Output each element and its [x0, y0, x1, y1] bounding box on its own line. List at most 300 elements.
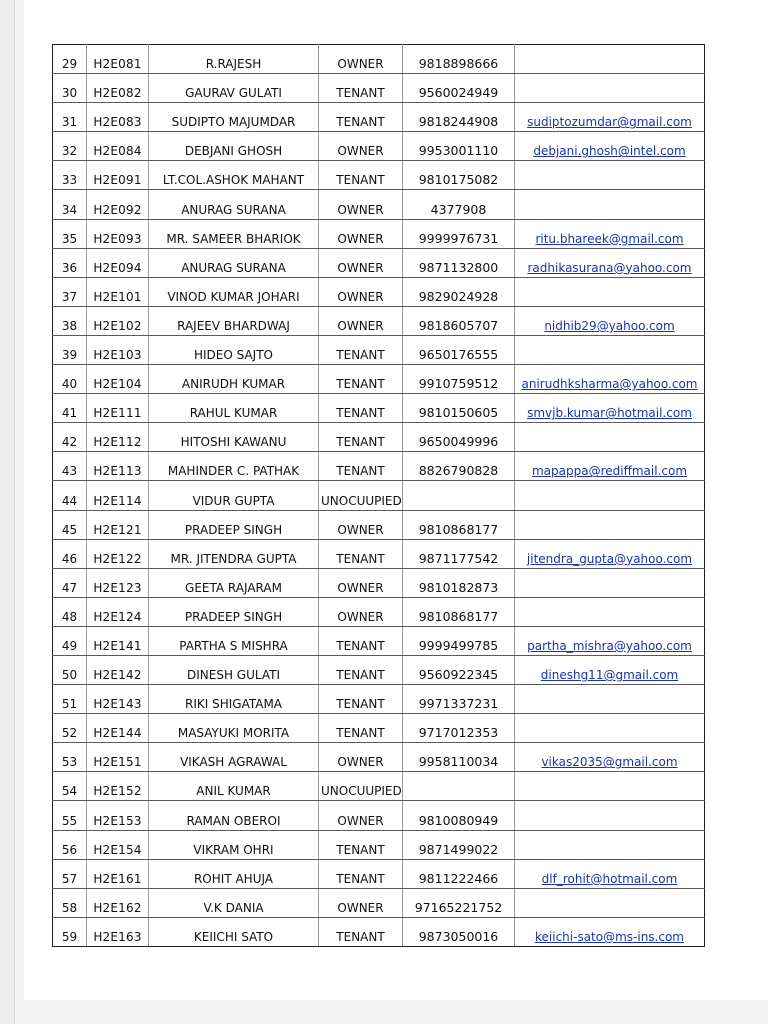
phone-text: 9871132800 [418, 259, 499, 275]
email-link[interactable]: sudiptozumdar@gmail.com [527, 115, 692, 130]
resident-name-text: KEIICHI SATO [193, 929, 274, 944]
email-cell [515, 277, 705, 306]
table-row [53, 859, 705, 888]
resident-name-cell [149, 859, 319, 888]
phone-text: 9871177542 [418, 550, 499, 566]
occupancy-type-cell [319, 190, 403, 219]
phone-text: 9810182873 [418, 579, 499, 595]
unit-cell [87, 335, 149, 364]
phone-cell [403, 74, 515, 103]
row-number-cell [53, 423, 87, 452]
row-number-text: 52 [61, 726, 78, 741]
row-number-text: 59 [61, 929, 78, 944]
phone-text: 9560922345 [418, 667, 499, 683]
email-link[interactable]: radhikasurana@yahoo.com [527, 260, 692, 275]
email-link[interactable]: partha_mishra@yahoo.com [527, 638, 692, 653]
row-number-text: 39 [61, 348, 78, 363]
table-row [53, 132, 705, 161]
unit-cell [87, 655, 149, 684]
row-number-cell [53, 626, 87, 655]
resident-name-cell [149, 539, 319, 568]
row-number-text: 57 [61, 871, 78, 886]
unit-cell [87, 132, 149, 161]
email-link[interactable]: vikas2035@gmail.com [541, 755, 678, 770]
row-number-text: 41 [61, 406, 78, 421]
resident-name-text: ROHIT AHUJA [193, 871, 274, 886]
phone-cell [403, 394, 515, 423]
row-number-cell [53, 161, 87, 190]
unit-text: H2E152 [93, 784, 142, 799]
unit-cell [87, 306, 149, 335]
table-row [53, 452, 705, 481]
resident-name-cell [149, 568, 319, 597]
row-number-cell [53, 743, 87, 772]
unit-cell [87, 917, 149, 946]
resident-name-cell [149, 103, 319, 132]
row-number-text: 50 [61, 668, 78, 683]
phone-cell [403, 132, 515, 161]
email-cell [515, 568, 705, 597]
row-number-text: 46 [61, 551, 78, 566]
table-row [53, 423, 705, 452]
email-cell [515, 481, 705, 510]
phone-cell [403, 714, 515, 743]
unit-text: H2E082 [93, 86, 142, 101]
occupancy-type-cell [319, 917, 403, 946]
phone-cell [403, 335, 515, 364]
table-row [53, 568, 705, 597]
row-number-cell [53, 452, 87, 481]
phone-text: 9971337231 [418, 696, 499, 712]
phone-text: 9871499022 [418, 841, 499, 857]
occupancy-type-text: TENANT [336, 551, 385, 566]
resident-name-text: ANIL KUMAR [196, 784, 271, 799]
row-number-text: 54 [61, 784, 78, 799]
phone-cell [403, 743, 515, 772]
occupancy-type-text: OWNER [337, 57, 384, 72]
occupancy-type-text: TENANT [336, 86, 385, 101]
row-number-cell [53, 277, 87, 306]
email-cell [515, 219, 705, 248]
unit-text: H2E084 [93, 144, 142, 159]
occupancy-type-cell [319, 365, 403, 394]
occupancy-type-text: OWNER [337, 609, 384, 624]
occupancy-type-cell [319, 655, 403, 684]
resident-name-cell [149, 248, 319, 277]
phone-cell [403, 510, 515, 539]
resident-name-text: MAHINDER C. PATHAK [167, 464, 300, 479]
row-number-cell [53, 365, 87, 394]
phone-cell [403, 452, 515, 481]
resident-name-text: VINOD KUMAR JOHARI [167, 289, 300, 304]
occupancy-type-cell [319, 539, 403, 568]
row-number-cell [53, 859, 87, 888]
row-number-cell [53, 481, 87, 510]
email-cell [515, 306, 705, 335]
table-row [53, 335, 705, 364]
unit-text: H2E112 [93, 435, 142, 450]
unit-cell [87, 423, 149, 452]
unit-cell [87, 626, 149, 655]
phone-text: 9811222466 [418, 870, 499, 886]
unit-text: H2E123 [93, 580, 142, 595]
unit-cell [87, 539, 149, 568]
row-number-text: 53 [61, 755, 78, 770]
occupancy-type-text: TENANT [336, 173, 385, 188]
unit-cell [87, 888, 149, 917]
phone-cell [403, 626, 515, 655]
email-cell [515, 132, 705, 161]
occupancy-type-text: TENANT [336, 929, 385, 944]
table-row [53, 510, 705, 539]
email-cell [515, 335, 705, 364]
occupancy-type-text: UNOCUUPIED [321, 784, 402, 799]
table-row [53, 801, 705, 830]
email-link[interactable]: mapappa@rediffmail.com [531, 464, 688, 479]
phone-cell [403, 219, 515, 248]
phone-cell [403, 917, 515, 946]
unit-text: H2E121 [93, 522, 142, 537]
resident-name-text: MR. SAMEER BHARIOK [166, 231, 301, 246]
occupancy-type-text: OWNER [337, 522, 384, 537]
occupancy-type-cell [319, 306, 403, 335]
occupancy-type-text: OWNER [337, 202, 384, 217]
phone-cell [403, 568, 515, 597]
unit-cell [87, 248, 149, 277]
occupancy-type-cell [319, 103, 403, 132]
phone-cell [403, 481, 515, 510]
resident-name-text: PARTHA S MISHRA [179, 638, 288, 653]
row-number-text: 37 [61, 289, 78, 304]
unit-text: H2E142 [93, 668, 142, 683]
phone-text: 9910759512 [418, 376, 499, 392]
row-number-text: 44 [61, 493, 78, 508]
unit-text: H2E151 [93, 755, 142, 770]
resident-name-cell [149, 394, 319, 423]
resident-name-text: DEBJANI GHOSH [184, 144, 283, 159]
row-number-cell [53, 132, 87, 161]
row-number-text: 58 [61, 900, 78, 915]
document-page [24, 0, 768, 1000]
resident-name-cell [149, 45, 319, 74]
row-number-text: 43 [61, 464, 78, 479]
occupancy-type-cell [319, 743, 403, 772]
email-link[interactable]: dineshg11@gmail.com [540, 668, 679, 683]
occupancy-type-cell [319, 714, 403, 743]
email-cell [515, 452, 705, 481]
email-link[interactable]: anirudhksharma@yahoo.com [521, 377, 698, 392]
resident-name-text: VIKRAM OHRI [193, 842, 274, 857]
phone-text: 8826790828 [418, 463, 499, 479]
email-link[interactable]: ritu.bhareek@gmail.com [535, 231, 684, 246]
row-number-cell [53, 219, 87, 248]
table-row [53, 597, 705, 626]
resident-name-text: RAJEEV BHARDWAJ [177, 318, 290, 333]
resident-name-text: PRADEEP SINGH [184, 609, 283, 624]
email-link[interactable]: nidhib29@yahoo.com [544, 318, 675, 333]
row-number-cell [53, 597, 87, 626]
occupancy-type-cell [319, 277, 403, 306]
occupancy-type-cell [319, 801, 403, 830]
resident-name-text: ANIRUDH KUMAR [181, 377, 286, 392]
resident-name-cell [149, 772, 319, 801]
table-row [53, 74, 705, 103]
resident-name-text: MASAYUKI MORITA [177, 726, 290, 741]
resident-name-cell [149, 190, 319, 219]
row-number-cell [53, 801, 87, 830]
row-number-cell [53, 394, 87, 423]
row-number-text: 36 [61, 260, 78, 275]
resident-name-cell [149, 132, 319, 161]
table-row [53, 190, 705, 219]
table-row [53, 917, 705, 946]
table-row [53, 306, 705, 335]
phone-cell [403, 655, 515, 684]
unit-cell [87, 772, 149, 801]
email-cell [515, 248, 705, 277]
table-row [53, 394, 705, 423]
unit-cell [87, 452, 149, 481]
unit-text: H2E154 [93, 842, 142, 857]
unit-cell [87, 859, 149, 888]
email-cell [515, 655, 705, 684]
occupancy-type-text: TENANT [336, 638, 385, 653]
email-cell [515, 685, 705, 714]
resident-name-cell [149, 510, 319, 539]
row-number-cell [53, 248, 87, 277]
phone-text: 9818244908 [418, 114, 499, 130]
phone-text: 9650049996 [418, 434, 499, 450]
unit-cell [87, 74, 149, 103]
occupancy-type-text: TENANT [336, 115, 385, 130]
occupancy-type-cell [319, 161, 403, 190]
resident-name-cell [149, 626, 319, 655]
unit-cell [87, 597, 149, 626]
unit-cell [87, 510, 149, 539]
email-cell [515, 626, 705, 655]
occupancy-type-text: TENANT [336, 871, 385, 886]
occupancy-type-cell [319, 335, 403, 364]
email-cell [515, 45, 705, 74]
phone-text: 9810868177 [418, 608, 499, 624]
occupancy-type-text: OWNER [337, 813, 384, 828]
phone-cell [403, 306, 515, 335]
email-cell [515, 597, 705, 626]
table-row [53, 45, 705, 74]
resident-name-text: RAMAN OBEROI [186, 813, 281, 828]
row-number-cell [53, 306, 87, 335]
occupancy-type-text: TENANT [336, 668, 385, 683]
resident-name-cell [149, 801, 319, 830]
table-row [53, 888, 705, 917]
unit-text: H2E153 [93, 813, 142, 828]
resident-name-text: VIKASH AGRAWAL [180, 755, 287, 770]
window-left-margin [0, 0, 15, 1024]
email-cell [515, 888, 705, 917]
email-link[interactable]: dlf_rohit@hotmail.com [541, 871, 678, 886]
email-link[interactable]: jitendra_gupta@yahoo.com [526, 551, 693, 566]
email-cell [515, 190, 705, 219]
email-cell [515, 394, 705, 423]
resident-name-text: SUDIPTO MAJUMDAR [171, 115, 296, 130]
occupancy-type-text: OWNER [337, 289, 384, 304]
occupancy-type-cell [319, 45, 403, 74]
phone-text: 9829024928 [418, 288, 499, 304]
occupancy-type-text: OWNER [337, 755, 384, 770]
occupancy-type-cell [319, 481, 403, 510]
table-row [53, 685, 705, 714]
resident-name-text: VIDUR GUPTA [192, 493, 275, 508]
email-link[interactable]: debjani.ghosh@intel.com [533, 144, 686, 159]
row-number-text: 45 [61, 522, 78, 537]
unit-text: H2E101 [93, 289, 142, 304]
row-number-cell [53, 568, 87, 597]
row-number-text: 47 [61, 580, 78, 595]
unit-cell [87, 219, 149, 248]
unit-cell [87, 685, 149, 714]
unit-cell [87, 103, 149, 132]
unit-text: H2E083 [93, 115, 142, 130]
phone-cell [403, 103, 515, 132]
occupancy-type-cell [319, 859, 403, 888]
unit-text: H2E162 [93, 900, 142, 915]
occupancy-type-cell [319, 685, 403, 714]
resident-name-cell [149, 830, 319, 859]
row-number-cell [53, 539, 87, 568]
occupancy-type-text: TENANT [336, 435, 385, 450]
phone-cell [403, 277, 515, 306]
row-number-text: 29 [61, 57, 78, 72]
row-number-text: 51 [61, 697, 78, 712]
unit-text: H2E114 [93, 493, 142, 508]
resident-name-cell [149, 714, 319, 743]
email-link[interactable]: keiichi-sato@ms-ins.com [535, 929, 684, 944]
phone-cell [403, 597, 515, 626]
occupancy-type-text: OWNER [337, 260, 384, 275]
table-row [53, 830, 705, 859]
phone-cell [403, 685, 515, 714]
phone-text: 9717012353 [418, 725, 499, 741]
unit-cell [87, 830, 149, 859]
row-number-cell [53, 655, 87, 684]
occupancy-type-cell [319, 568, 403, 597]
resident-name-cell [149, 74, 319, 103]
phone-text: 9810175082 [418, 172, 499, 188]
resident-name-text: HIDEO SAJTO [193, 348, 273, 363]
email-link[interactable]: smvjb.kumar@hotmail.com [527, 406, 692, 421]
occupancy-type-cell [319, 452, 403, 481]
row-number-text: 49 [61, 638, 78, 653]
resident-name-cell [149, 306, 319, 335]
table-row [53, 219, 705, 248]
email-cell [515, 917, 705, 946]
email-cell [515, 103, 705, 132]
resident-name-text: RIKI SHIGATAMA [184, 697, 283, 712]
occupancy-type-text: OWNER [337, 318, 384, 333]
occupancy-type-cell [319, 219, 403, 248]
occupancy-type-text: TENANT [336, 726, 385, 741]
phone-text: 9999976731 [418, 230, 499, 246]
resident-name-cell [149, 743, 319, 772]
email-cell [515, 365, 705, 394]
phone-text: 9810150605 [418, 405, 499, 421]
resident-name-text: V.K DANIA [203, 900, 264, 915]
row-number-cell [53, 190, 87, 219]
unit-cell [87, 161, 149, 190]
unit-text: H2E141 [93, 638, 142, 653]
unit-cell [87, 714, 149, 743]
resident-name-text: RAHUL KUMAR [189, 406, 278, 421]
resident-name-text: HITOSHI KAWANU [180, 435, 287, 450]
occupancy-type-cell [319, 772, 403, 801]
resident-name-text: PRADEEP SINGH [184, 522, 283, 537]
table-row [53, 772, 705, 801]
unit-cell [87, 481, 149, 510]
row-number-text: 34 [61, 202, 78, 217]
email-cell [515, 859, 705, 888]
resident-name-text: ANURAG SURANA [181, 202, 286, 217]
occupancy-type-text: TENANT [336, 697, 385, 712]
row-number-cell [53, 335, 87, 364]
phone-cell [403, 365, 515, 394]
phone-cell [403, 248, 515, 277]
phone-cell [403, 190, 515, 219]
row-number-cell [53, 685, 87, 714]
row-number-text: 32 [61, 144, 78, 159]
phone-cell [403, 45, 515, 74]
row-number-cell [53, 510, 87, 539]
row-number-text: 55 [61, 813, 78, 828]
unit-text: H2E111 [93, 406, 142, 421]
unit-text: H2E163 [93, 929, 142, 944]
row-number-text: 56 [61, 842, 78, 857]
resident-table-body [53, 45, 705, 947]
phone-text: 9818898666 [418, 56, 499, 72]
phone-text: 9650176555 [418, 347, 499, 363]
unit-text: H2E093 [93, 231, 142, 246]
occupancy-type-text: OWNER [337, 900, 384, 915]
resident-name-cell [149, 481, 319, 510]
occupancy-type-text: TENANT [336, 842, 385, 857]
phone-text: 9953001110 [418, 143, 499, 159]
phone-text: 9810868177 [418, 521, 499, 537]
row-number-cell [53, 45, 87, 74]
row-number-cell [53, 714, 87, 743]
row-number-text: 48 [61, 609, 78, 624]
email-cell [515, 423, 705, 452]
row-number-cell [53, 830, 87, 859]
occupancy-type-cell [319, 830, 403, 859]
phone-cell [403, 888, 515, 917]
occupancy-type-cell [319, 423, 403, 452]
resident-name-cell [149, 219, 319, 248]
email-cell [515, 743, 705, 772]
phone-text: 9810080949 [418, 812, 499, 828]
resident-name-text: R.RAJESH [205, 57, 262, 72]
unit-cell [87, 277, 149, 306]
row-number-cell [53, 103, 87, 132]
unit-text: H2E103 [93, 348, 142, 363]
unit-text: H2E143 [93, 697, 142, 712]
phone-text: 4377908 [430, 201, 487, 217]
resident-table [52, 44, 705, 947]
row-number-text: 30 [61, 86, 78, 101]
occupancy-type-text: TENANT [336, 377, 385, 392]
table-row [53, 161, 705, 190]
phone-text: 9560024949 [418, 85, 499, 101]
row-number-cell [53, 888, 87, 917]
table-row [53, 103, 705, 132]
